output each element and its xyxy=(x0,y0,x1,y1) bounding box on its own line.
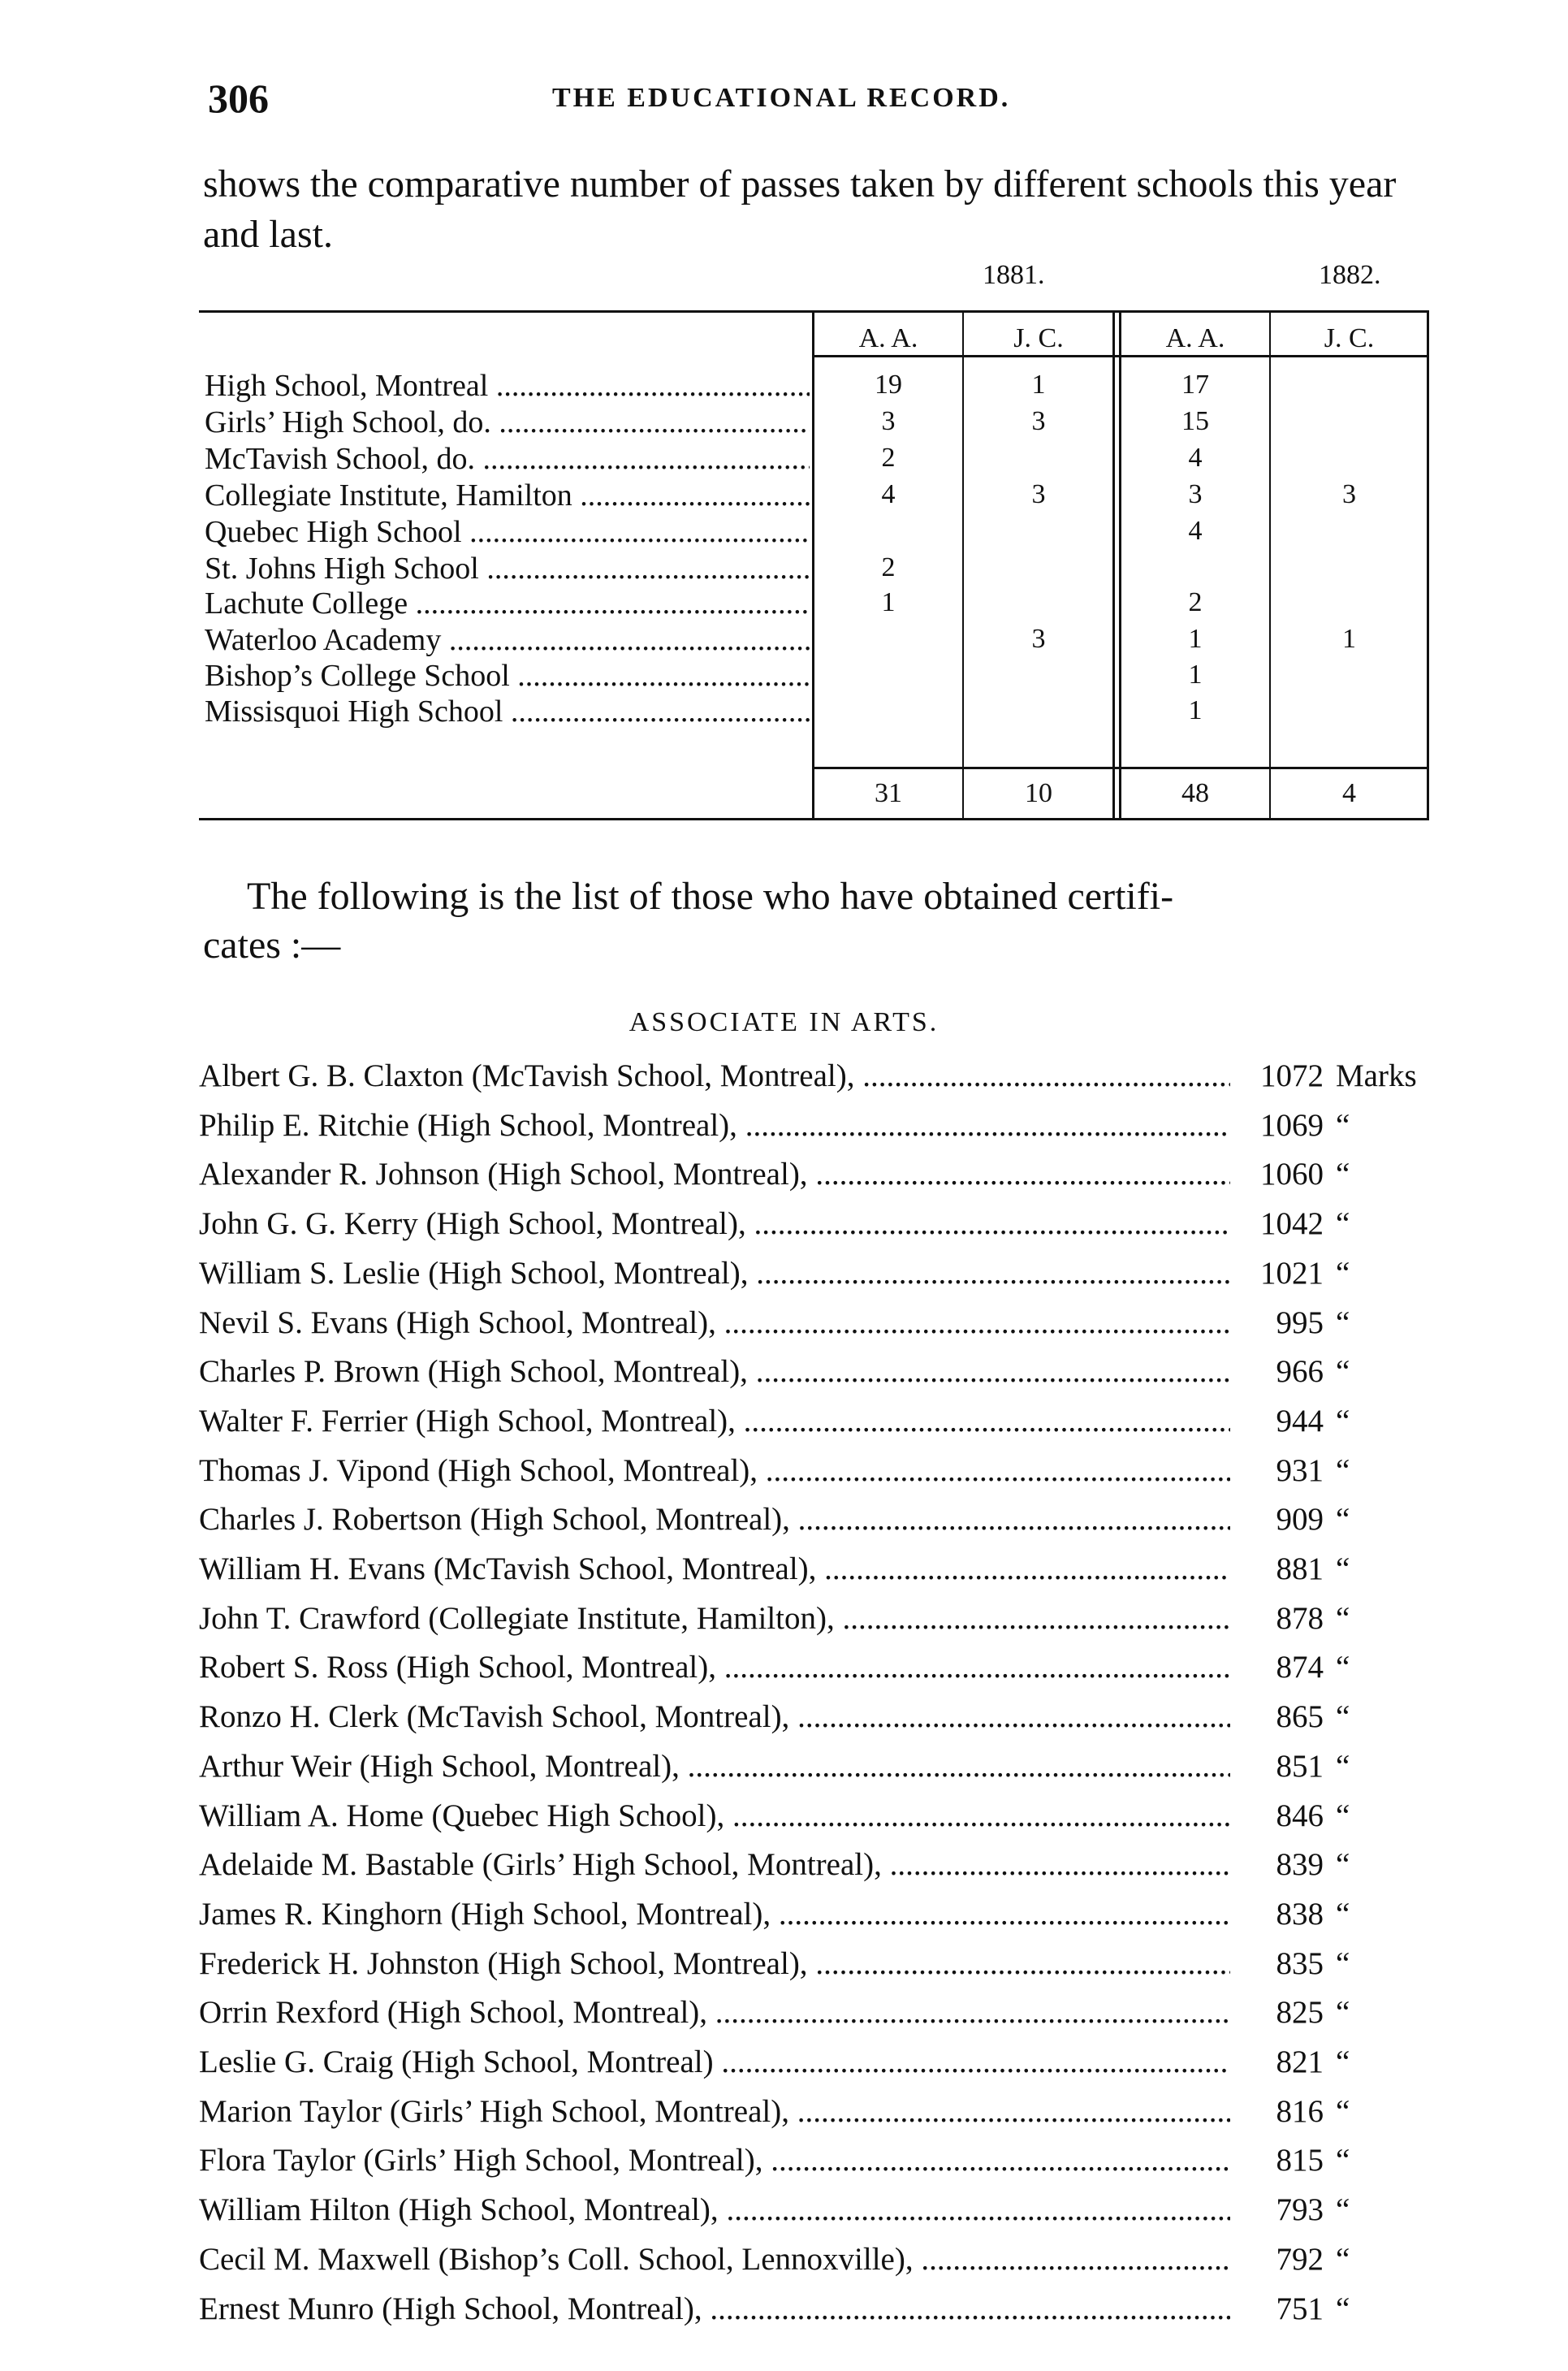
certificate-entry xyxy=(199,1304,1466,1353)
candidate-name: John G. G. Kerry (High School, Montreal), ..... xyxy=(199,1205,1230,1242)
col-divider xyxy=(1269,310,1271,818)
certificate-entry xyxy=(199,1994,1466,2043)
col-header-aa-1882: A. A. xyxy=(1165,323,1225,353)
candidate-marks: 792 xyxy=(1276,2242,1324,2277)
candidate-name: Nevil S. Evans (High School, Montreal), ..... xyxy=(199,1304,1230,1341)
certificate-entry xyxy=(199,1896,1466,1945)
certificate-entry xyxy=(199,1551,1466,1599)
candidate-marks: 966 xyxy=(1276,1354,1324,1389)
candidate-marks: 838 xyxy=(1276,1897,1324,1932)
certificate-entry xyxy=(199,1403,1466,1452)
pass-count-cell: 4 xyxy=(1188,516,1203,546)
certificate-entry xyxy=(199,1649,1466,1698)
total-aa-1882: 48 xyxy=(1181,778,1209,808)
certificate-entry xyxy=(199,1945,1466,1994)
pass-count-cell: 1 xyxy=(1188,695,1203,725)
school-name: High School, Montreal ..... xyxy=(205,368,810,404)
certificate-entry xyxy=(199,1798,1466,1846)
col-divider xyxy=(1112,310,1115,818)
section-title: ASSOCIATE IN ARTS. xyxy=(628,1007,940,1037)
candidate-name: Cecil M. Maxwell (Bishop’s Coll. School, Lennoxville), ..... xyxy=(199,2241,1230,2278)
candidate-marks: 815 xyxy=(1276,2143,1324,2178)
col-divider xyxy=(962,310,964,818)
pass-count-cell: 3 xyxy=(1031,624,1046,654)
candidate-marks: 865 xyxy=(1276,1699,1324,1734)
candidate-marks: 846 xyxy=(1276,1798,1324,1833)
candidate-marks: 931 xyxy=(1276,1453,1324,1488)
school-name: Bishop’s College School ..... xyxy=(205,658,810,694)
certificate-entry xyxy=(199,1205,1466,1254)
candidate-marks: 851 xyxy=(1276,1749,1324,1784)
certificate-entry xyxy=(199,2291,1466,2339)
candidate-name: Charles P. Brown (High School, Montreal), ..... xyxy=(199,1353,1230,1390)
marks-unit: “ xyxy=(1336,1206,1350,1241)
candidate-name: Arthur Weir (High School, Montreal), ..... xyxy=(199,1748,1230,1785)
marks-unit: Marks xyxy=(1336,1058,1417,1093)
table-bottom-rule xyxy=(199,818,1429,820)
page-number: 306 xyxy=(208,76,269,121)
pass-count-cell: 2 xyxy=(881,443,896,473)
candidate-name: William S. Leslie (High School, Montreal), ..... xyxy=(199,1255,1230,1292)
certificate-entry xyxy=(199,2044,1466,2092)
year-1882: 1882. xyxy=(1319,260,1381,290)
candidate-marks: 1069 xyxy=(1260,1108,1324,1143)
marks-unit: “ xyxy=(1336,1601,1350,1636)
candidate-name: Thomas J. Vipond (High School, Montreal), ..... xyxy=(199,1452,1230,1489)
marks-unit: “ xyxy=(1336,1404,1350,1439)
candidate-name: Orrin Rexford (High School, Montreal), ..... xyxy=(199,1994,1230,2031)
school-name: Missisquoi High School ..... xyxy=(205,694,810,729)
pass-count-cell: 2 xyxy=(1188,587,1203,617)
marks-unit: “ xyxy=(1336,1749,1350,1784)
candidate-name: Frederick H. Johnston (High School, Montreal), ..... xyxy=(199,1945,1230,1982)
certificate-entry xyxy=(199,1600,1466,1649)
candidate-name: Albert G. B. Claxton (McTavish School, Montreal), ..... xyxy=(199,1058,1230,1094)
candidate-marks: 821 xyxy=(1276,2044,1324,2079)
candidate-marks: 835 xyxy=(1276,1946,1324,1981)
pass-count-cell: 4 xyxy=(1188,443,1203,473)
pass-count-cell: 1 xyxy=(1188,624,1203,654)
marks-unit: “ xyxy=(1336,1847,1350,1882)
school-name: Girls’ High School, do. ..... xyxy=(205,405,810,440)
candidate-marks: 995 xyxy=(1276,1305,1324,1340)
pass-count-cell: 3 xyxy=(881,406,896,436)
certificate-entry xyxy=(199,2241,1466,2290)
pass-count-cell: 17 xyxy=(1181,370,1209,400)
candidate-name: Adelaide M. Bastable (Girls’ High School, Montreal), ..... xyxy=(199,1846,1230,1883)
certificate-entry xyxy=(199,1846,1466,1895)
candidate-name: Ronzo H. Clerk (McTavish School, Montreal), ..... xyxy=(199,1698,1230,1735)
pass-count-cell: 1 xyxy=(881,587,896,617)
school-name: Quebec High School ..... xyxy=(205,514,810,550)
marks-unit: “ xyxy=(1336,2143,1350,2178)
marks-unit: “ xyxy=(1336,2192,1350,2227)
marks-unit: “ xyxy=(1336,2291,1350,2326)
intro-text: shows the comparative number of passes taken by different schools this year and last. xyxy=(203,162,1397,256)
certificate-entry xyxy=(199,1748,1466,1797)
candidate-name: William H. Evans (McTavish School, Montreal), ..... xyxy=(199,1551,1230,1587)
candidate-marks: 874 xyxy=(1276,1650,1324,1685)
school-name: Collegiate Institute, Hamilton ..... xyxy=(205,478,810,513)
school-name: Waterloo Academy ..... xyxy=(205,622,810,658)
candidate-name: Charles J. Robertson (High School, Montreal), ..... xyxy=(199,1501,1230,1538)
candidate-name: Philip E. Ritchie (High School, Montreal), ..... xyxy=(199,1107,1230,1144)
candidate-marks: 816 xyxy=(1276,2094,1324,2129)
pass-count-cell: 3 xyxy=(1188,479,1203,509)
candidate-name: Alexander R. Johnson (High School, Montreal), ..... xyxy=(199,1156,1230,1192)
candidate-name: Ernest Munro (High School, Montreal), ..... xyxy=(199,2291,1230,2327)
pass-count-cell: 15 xyxy=(1181,406,1209,436)
marks-unit: “ xyxy=(1336,1256,1350,1291)
candidate-name: Robert S. Ross (High School, Montreal), ..... xyxy=(199,1649,1230,1685)
school-name: St. Johns High School ..... xyxy=(205,551,810,586)
pass-count-cell: 2 xyxy=(881,552,896,582)
marks-unit: “ xyxy=(1336,2242,1350,2277)
marks-unit: “ xyxy=(1336,1946,1350,1981)
total-jc-1881: 10 xyxy=(1025,778,1052,808)
candidate-marks: 1060 xyxy=(1260,1157,1324,1192)
col-header-aa-1881: A. A. xyxy=(858,323,918,353)
candidate-name: Leslie G. Craig (High School, Montreal) ..... xyxy=(199,2044,1230,2080)
marks-unit: “ xyxy=(1336,2094,1350,2129)
candidate-marks: 1021 xyxy=(1260,1256,1324,1291)
year-1881: 1881. xyxy=(983,260,1045,290)
candidate-marks: 839 xyxy=(1276,1847,1324,1882)
candidate-name: William A. Home (Quebec High School), ..... xyxy=(199,1798,1230,1834)
certificate-entry xyxy=(199,1058,1466,1106)
marks-unit: “ xyxy=(1336,1897,1350,1932)
total-jc-1882: 4 xyxy=(1342,778,1356,808)
school-name: Lachute College ..... xyxy=(205,586,810,621)
certificate-entry xyxy=(199,1156,1466,1205)
candidate-name: Marion Taylor (Girls’ High School, Montreal), ..... xyxy=(199,2093,1230,2130)
certificate-entry xyxy=(199,1452,1466,1501)
col-header-jc-1881: J. C. xyxy=(1013,323,1064,353)
candidate-name: James R. Kinghorn (High School, Montreal), ..... xyxy=(199,1896,1230,1932)
marks-unit: “ xyxy=(1336,1798,1350,1833)
candidate-marks: 825 xyxy=(1276,1995,1324,2030)
certificate-entry xyxy=(199,1501,1466,1550)
marks-unit: “ xyxy=(1336,1453,1350,1488)
pass-count-cell: 1 xyxy=(1342,624,1356,654)
candidate-name: Walter F. Ferrier (High School, Montreal), ..... xyxy=(199,1403,1230,1439)
candidate-name: John T. Crawford (Collegiate Institute, Hamilton), ..... xyxy=(199,1600,1230,1637)
marks-unit: “ xyxy=(1336,1305,1350,1340)
marks-unit: “ xyxy=(1336,1650,1350,1685)
marks-unit: “ xyxy=(1336,1699,1350,1734)
pass-count-cell: 3 xyxy=(1031,406,1046,436)
candidate-marks: 751 xyxy=(1276,2291,1324,2326)
marks-unit: “ xyxy=(1336,2044,1350,2079)
certificates-intro-line2: cates :— xyxy=(203,924,341,967)
candidate-marks: 878 xyxy=(1276,1601,1324,1636)
running-title: THE EDUCATIONAL RECORD. xyxy=(552,83,1011,113)
certificate-entry xyxy=(199,1255,1466,1304)
marks-unit: “ xyxy=(1336,1108,1350,1143)
candidate-marks: 1042 xyxy=(1260,1206,1324,1241)
pass-count-cell: 4 xyxy=(881,479,896,509)
pass-count-cell: 19 xyxy=(875,370,902,400)
marks-unit: “ xyxy=(1336,1157,1350,1192)
certificate-entry xyxy=(199,2191,1466,2240)
marks-unit: “ xyxy=(1336,1502,1350,1537)
certificate-entry xyxy=(199,1107,1466,1156)
candidate-marks: 944 xyxy=(1276,1404,1324,1439)
candidate-name: Flora Taylor (Girls’ High School, Montreal), ..... xyxy=(199,2142,1230,2178)
pass-count-cell: 3 xyxy=(1031,479,1046,509)
marks-unit: “ xyxy=(1336,1354,1350,1389)
certificate-entry xyxy=(199,1353,1466,1402)
total-aa-1881: 31 xyxy=(875,778,902,808)
pass-count-cell: 3 xyxy=(1342,479,1356,509)
candidate-marks: 909 xyxy=(1276,1502,1324,1537)
marks-unit: “ xyxy=(1336,1551,1350,1586)
candidate-marks: 1072 xyxy=(1260,1058,1324,1093)
col-header-jc-1882: J. C. xyxy=(1324,323,1375,353)
certificates-intro-line1: The following is the list of those who have obtained certifi- xyxy=(247,875,1174,918)
certificate-entry xyxy=(199,1698,1466,1747)
candidate-marks: 793 xyxy=(1276,2192,1324,2227)
col-divider xyxy=(1427,310,1429,818)
certificate-entry xyxy=(199,2093,1466,2142)
pass-count-cell: 1 xyxy=(1188,660,1203,690)
school-name: McTavish School, do. ..... xyxy=(205,441,810,477)
pass-count-cell: 1 xyxy=(1031,370,1046,400)
candidate-marks: 881 xyxy=(1276,1551,1324,1586)
certificate-entry xyxy=(199,2142,1466,2191)
candidate-name: William Hilton (High School, Montreal), ..... xyxy=(199,2191,1230,2228)
marks-unit: “ xyxy=(1336,1995,1350,2030)
